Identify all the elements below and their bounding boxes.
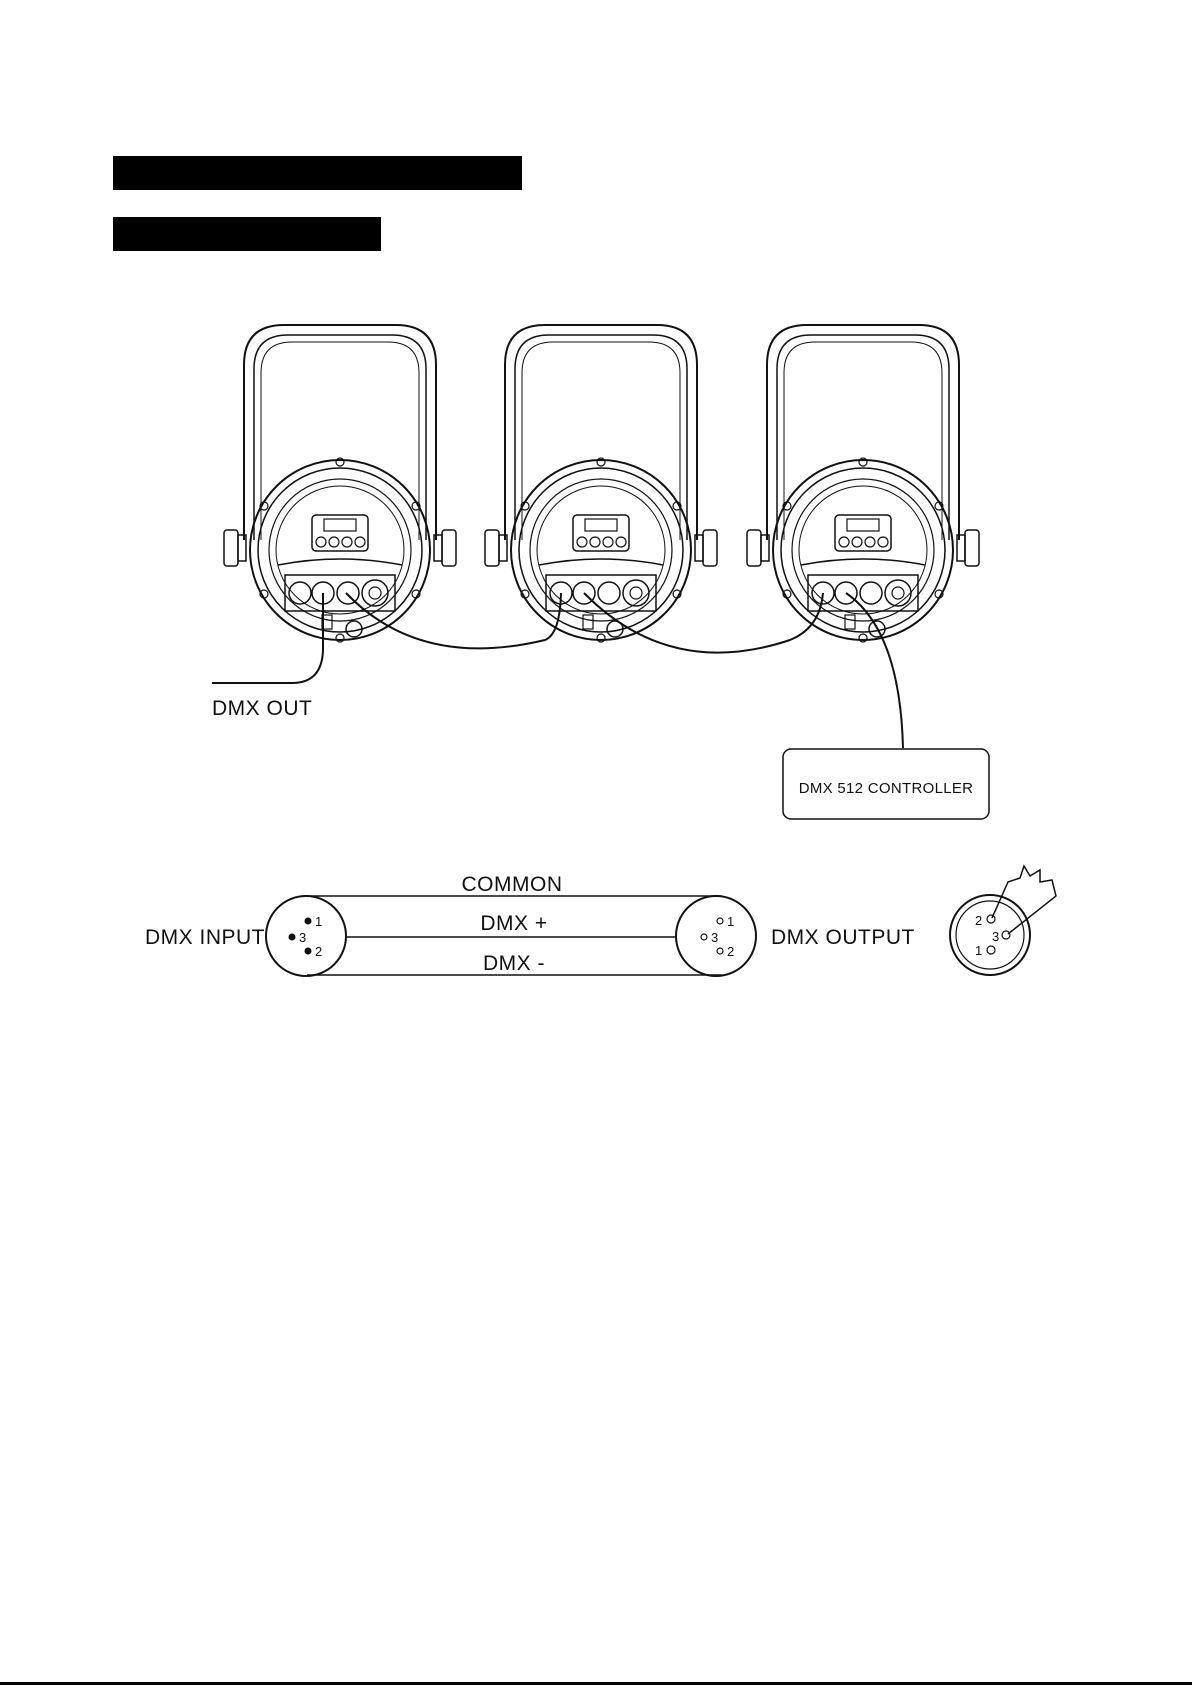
- controller-label: DMX 512 CONTROLLER: [798, 780, 974, 797]
- input-pin-2: 2: [315, 944, 323, 959]
- xlr-pin-1: 1: [975, 943, 983, 958]
- dmx-out-cable: [212, 593, 323, 683]
- common-label: COMMON: [461, 873, 563, 896]
- fixture-1: [224, 325, 456, 642]
- fixture-3: [747, 325, 979, 642]
- output-pin-3-hole: [701, 934, 707, 940]
- output-pin-1: 1: [727, 914, 735, 929]
- output-pin-3: 3: [711, 930, 719, 945]
- dmx-output-label: DMX OUTPUT: [771, 926, 915, 949]
- cable-fixture2-to-fixture3: [584, 593, 823, 653]
- hand-icon: [992, 866, 1056, 934]
- xlr-plug-detail: [950, 866, 1056, 975]
- input-pin-1-dot: [305, 918, 312, 925]
- xlr-pin-3: 3: [992, 929, 1000, 944]
- input-pin-1: 1: [315, 914, 323, 929]
- input-pin-3: 3: [299, 930, 307, 945]
- input-pin-3-dot: [289, 934, 296, 941]
- output-pin-2: 2: [727, 944, 735, 959]
- dmx-input-label: DMX INPUT: [145, 926, 265, 949]
- output-pin-2-hole: [717, 948, 723, 954]
- input-pin-2-dot: [305, 948, 312, 955]
- dmx-out-label: DMX OUT: [212, 697, 313, 720]
- output-pin-1-hole: [717, 918, 723, 924]
- fixture-2: [485, 325, 717, 642]
- dmx-plus-label: DMX +: [480, 912, 548, 935]
- xlr-pin-2: 2: [975, 913, 983, 928]
- dmx-minus-label: DMX -: [483, 952, 545, 975]
